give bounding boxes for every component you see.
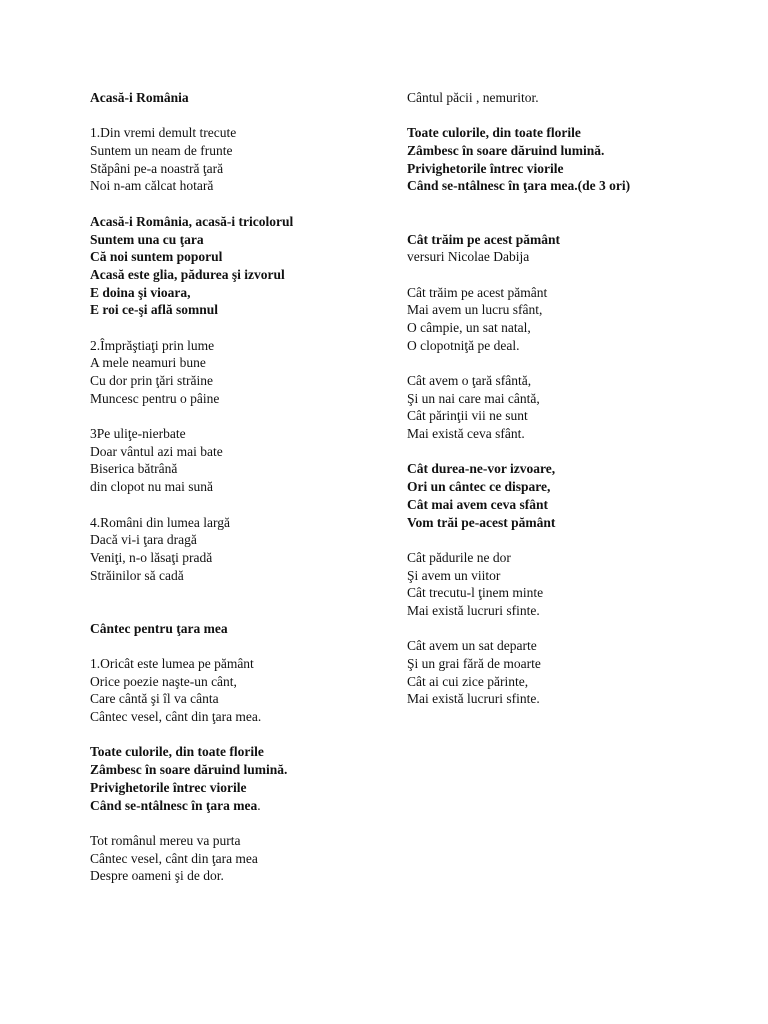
line-text: din clopot nu mai sună: [90, 479, 213, 495]
verse-line-bold: [90, 213, 390, 231]
blank-line: [90, 814, 390, 832]
line-text: E roi ce-şi află somnul: [90, 302, 218, 318]
verse-line: [90, 177, 390, 195]
blank-line: [90, 319, 390, 337]
line-text: Cât durea-ne-vor izvoare,: [407, 461, 556, 477]
verse-line: [90, 690, 390, 708]
verse-line: [90, 372, 390, 390]
verse-line: [90, 460, 390, 478]
verse-line: [90, 337, 390, 355]
verse-line-bold: [407, 124, 747, 142]
line-text: Şi avem un viitor: [407, 567, 501, 583]
line-text: Cântec vesel, cânt din ţara mea: [90, 850, 258, 866]
line-text: Străinilor să cadă: [90, 567, 184, 583]
verse-line: [407, 584, 747, 602]
line-text: 3Pe uliţe-nierbate: [90, 426, 186, 442]
verse-line-bold: [90, 301, 390, 319]
blank-line: [90, 584, 390, 602]
line-text: Mai există lucruri sfinte.: [407, 602, 540, 618]
line-text: Cântul păcii , nemuritor.: [407, 90, 539, 105]
verse-line: [407, 390, 747, 408]
verse-line-bold: [407, 177, 747, 195]
verse-line-bold: [90, 89, 390, 107]
line-text: Cât părinţii vii ne sunt: [407, 408, 528, 424]
blank-line: [407, 531, 747, 549]
line-text: Cât trăim pe acest pământ: [407, 231, 560, 247]
blank-line: [90, 195, 390, 213]
verse-line-bold: [407, 496, 747, 514]
line-text: 1.Oricât este lumea pe pământ: [90, 656, 254, 671]
line-text: Acasă este glia, pădurea şi izvorul: [90, 266, 285, 282]
verse-line-bold: [407, 514, 747, 532]
verse-line: [90, 514, 390, 532]
line-text: Cât ai cui zice părinte,: [407, 673, 529, 689]
line-text: Că noi suntem poporul: [90, 249, 223, 265]
verse-line: [90, 124, 390, 142]
line-tail: .: [257, 797, 261, 813]
verse-line: [407, 89, 747, 107]
blank-line: [90, 726, 390, 744]
line-text: Acasă-i România, acasă-i tricolorul: [90, 213, 294, 229]
line-text: O clopotniţă pe deal.: [407, 337, 520, 353]
line-text: Vom trăi pe-acest pământ: [407, 514, 556, 530]
right-column: [407, 89, 747, 708]
verse-line: [90, 160, 390, 178]
verse-line: [90, 673, 390, 691]
line-text: Biserica bătrână: [90, 461, 178, 477]
line-text: Toate culorile, din toate florile: [90, 744, 264, 760]
line-text: Dacă vi-i ţara dragă: [90, 532, 197, 548]
verse-line-bold: [407, 460, 747, 478]
line-text: Şi un grai fără de moarte: [407, 656, 541, 671]
blank-line: [407, 213, 747, 231]
line-text: Şi un nai care mai cântă,: [407, 390, 540, 406]
blank-line: [407, 620, 747, 638]
line-text: E doina şi vioara,: [90, 284, 191, 300]
line-text: Doar vântul azi mai bate: [90, 443, 223, 459]
line-text: Zâmbesc în soare dăruind lumină.: [407, 143, 605, 159]
blank-line: [90, 602, 390, 620]
blank-line: [90, 407, 390, 425]
line-text: A mele neamuri bune: [90, 355, 206, 371]
line-text: O câmpie, un sat natal,: [407, 319, 531, 335]
verse-line-bold: [407, 142, 747, 160]
line-text: 2.Împrăştiaţi prin lume: [90, 337, 215, 353]
line-text: Mai există lucruri sfinte.: [407, 691, 540, 707]
verse-line: [407, 248, 747, 266]
line-text: Cântec pentru ţara mea: [90, 620, 228, 636]
verse-line: [90, 390, 390, 408]
verse-line: [407, 425, 747, 443]
line-text: Veniţi, n-o lăsaţi pradă: [90, 549, 213, 565]
blank-line: [407, 354, 747, 372]
verse-line-bold: [90, 231, 390, 249]
line-text: Orice poezie naşte-un cânt,: [90, 673, 237, 689]
line-text: Cât avem o ţară sfântă,: [407, 373, 532, 388]
line-text: versuri Nicolae Dabija: [407, 249, 530, 265]
left-column: [90, 89, 390, 885]
line-text: Când se-ntâlnesc în ţara mea.(de 3 ori): [407, 178, 631, 194]
blank-line: [90, 107, 390, 125]
verse-line: [407, 567, 747, 585]
line-text: Suntem un neam de frunte: [90, 143, 233, 159]
verse-line-bold: [90, 743, 390, 761]
line-text: Care cântă şi îl va cânta: [90, 691, 219, 707]
verse-line: [90, 567, 390, 585]
line-text: Zâmbesc în soare dăruind lumină.: [90, 762, 288, 778]
verse-line: [407, 549, 747, 567]
verse-line: [407, 372, 747, 390]
line-text: Acasă-i România: [90, 90, 189, 105]
line-text: Cât mai avem ceva sfânt: [407, 496, 548, 512]
verse-line-bold: [90, 284, 390, 302]
verse-line: [407, 673, 747, 691]
verse-line: [90, 867, 390, 885]
verse-line-bold: [90, 620, 390, 638]
verse-line: [407, 637, 747, 655]
verse-line: [90, 425, 390, 443]
line-text: Mai există ceva sfânt.: [407, 426, 525, 442]
verse-line-bold: [90, 761, 390, 779]
blank-line: [90, 496, 390, 514]
line-text: Cântec vesel, cânt din ţara mea.: [90, 709, 262, 725]
line-text: Muncesc pentru o pâine: [90, 390, 220, 406]
line-text: Tot românul mereu va purta: [90, 832, 241, 848]
verse-line: [407, 602, 747, 620]
verse-line: [407, 337, 747, 355]
verse-line: [90, 708, 390, 726]
verse-line: [90, 531, 390, 549]
line-text: Cât trecutu-l ţinem minte: [407, 585, 544, 601]
blank-line: [407, 266, 747, 284]
verse-line-bold: [407, 478, 747, 496]
line-text: Cât avem un sat departe: [407, 638, 537, 654]
verse-line: [407, 655, 747, 673]
verse-line-bold: [407, 160, 747, 178]
line-text: Cu dor prin ţări străine: [90, 373, 213, 388]
line-text: Mai avem un lucru sfânt,: [407, 302, 543, 318]
line-text: 1.Din vremi demult trecute: [90, 125, 237, 141]
blank-line: [407, 107, 747, 125]
verse-line: [407, 301, 747, 319]
line-text: Noi n-am călcat hotară: [90, 178, 214, 194]
verse-line: [90, 443, 390, 461]
line-text: Toate culorile, din toate florile: [407, 125, 581, 141]
verse-line: [90, 832, 390, 850]
line-text: Cât pădurile ne dor: [407, 549, 511, 565]
verse-line: [90, 142, 390, 160]
line-text: Când se-ntâlnesc în ţara mea: [90, 797, 258, 813]
blank-line: [90, 637, 390, 655]
verse-line: [407, 690, 747, 708]
verse-line-bold: [90, 248, 390, 266]
verse-line: [407, 319, 747, 337]
line-text: Privighetorile întrec viorile: [407, 160, 564, 176]
verse-line: [90, 478, 390, 496]
line-text: Despre oameni şi de dor.: [90, 868, 224, 884]
line-text: Ori un cântec ce dispare,: [407, 479, 551, 495]
line-text: Stăpâni pe-a noastră ţară: [90, 160, 224, 176]
line-text: Cât trăim pe acest pământ: [407, 284, 548, 300]
line-text: Suntem una cu ţara: [90, 231, 204, 247]
verse-line: [90, 549, 390, 567]
line-text: Privighetorile întrec viorile: [90, 779, 247, 795]
blank-line: [407, 443, 747, 461]
verse-line: [407, 284, 747, 302]
verse-line: [90, 655, 390, 673]
blank-line: [407, 195, 747, 213]
verse-line-bold: [90, 266, 390, 284]
verse-line-bold: [90, 779, 390, 797]
verse-line-bold: [90, 797, 390, 815]
verse-line: [407, 407, 747, 425]
verse-line: [90, 354, 390, 372]
verse-line-bold: [407, 231, 747, 249]
verse-line: [90, 850, 390, 868]
line-text: 4.Români din lumea largă: [90, 514, 230, 530]
